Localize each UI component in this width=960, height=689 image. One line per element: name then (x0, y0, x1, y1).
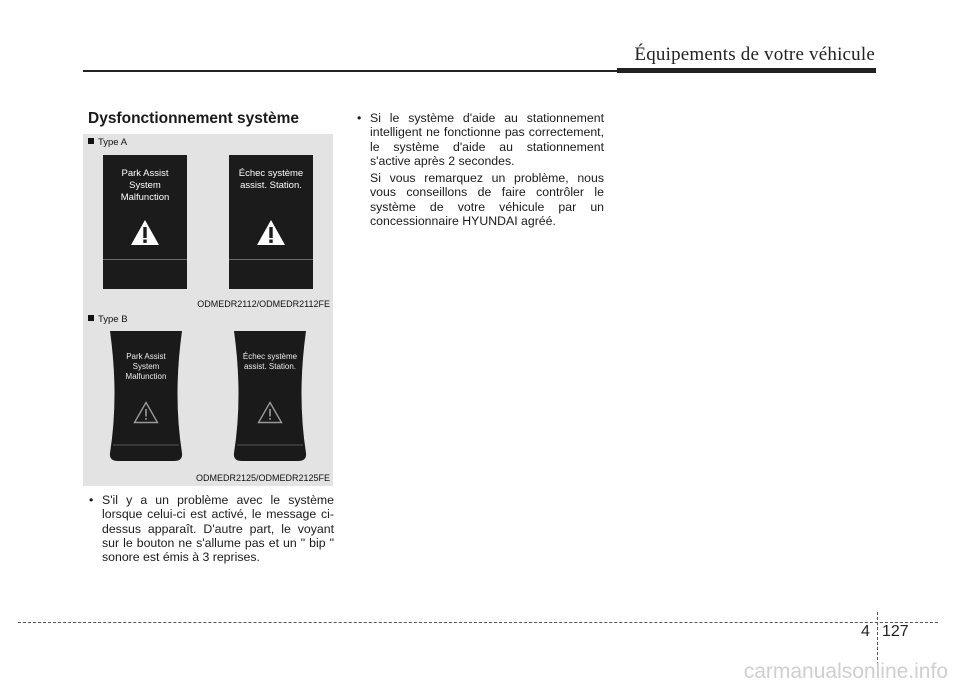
warning-triangle-icon (130, 219, 160, 246)
figure-type-a (83, 134, 333, 312)
square-marker-icon (88, 315, 94, 321)
bullet-dot: • (89, 493, 94, 507)
display-french-curved (231, 331, 309, 461)
section-title: Dysfonctionnement système (88, 110, 300, 127)
header-rule-thick (617, 68, 876, 73)
figure-b-label: Type B (88, 314, 128, 325)
figure-a-code: ODMEDR2112/ODMEDR2112FE (197, 299, 330, 309)
display-english-text: Park Assist System Malfunction (125, 352, 167, 381)
bullet-paragraph-left (89, 493, 334, 565)
chapter-number: 4 (861, 623, 870, 640)
display-english-text: Park Assist System Malfunction (120, 168, 170, 203)
display-french-text: Échec système assist. Station. (238, 168, 304, 191)
display-english (103, 155, 187, 289)
figure-a-label: Type A (88, 137, 127, 148)
bullet-paragraph-right (357, 111, 604, 229)
figure-b-code: ODMEDR2125/ODMEDR2125FE (195, 473, 330, 483)
paragraph-text: Si vous remarquez un problème, nous vous conseillons de faire contrôler le système de votre véhicule par un concessionnaire HYUNDAI agréé. (370, 171, 604, 229)
bullet-dot: • (357, 111, 362, 125)
display-french-text: Échec système assist. Station. (242, 352, 298, 371)
page-number: 127 (882, 623, 909, 640)
display-french (229, 155, 313, 289)
paragraph-text: S'il y a un problème avec le système lorsque celui-ci est activé, le message ci-dessus apparaît. D'autre part, le voyant sur le bouton ne s'allume pas et un " bip " sonore est émis à 3 reprises. (102, 493, 334, 565)
square-marker-icon (88, 138, 94, 144)
watermark: carmanualsonline.info (743, 660, 948, 683)
warning-triangle-icon (133, 401, 159, 424)
figure-type-b (83, 311, 333, 486)
display-english-curved (107, 331, 185, 461)
footer-rule (18, 622, 938, 623)
display-divider (103, 259, 187, 260)
warning-triangle-icon (257, 401, 283, 424)
warning-triangle-icon (256, 219, 286, 246)
paragraph-text: Si le système d'aide au stationnement intelligent ne fonctionne pas correctement, le système d'aide au stationnement s'active après 2 secondes. (370, 111, 604, 168)
display-divider (229, 259, 313, 260)
header-title: Équipements de votre véhicule (634, 44, 875, 65)
